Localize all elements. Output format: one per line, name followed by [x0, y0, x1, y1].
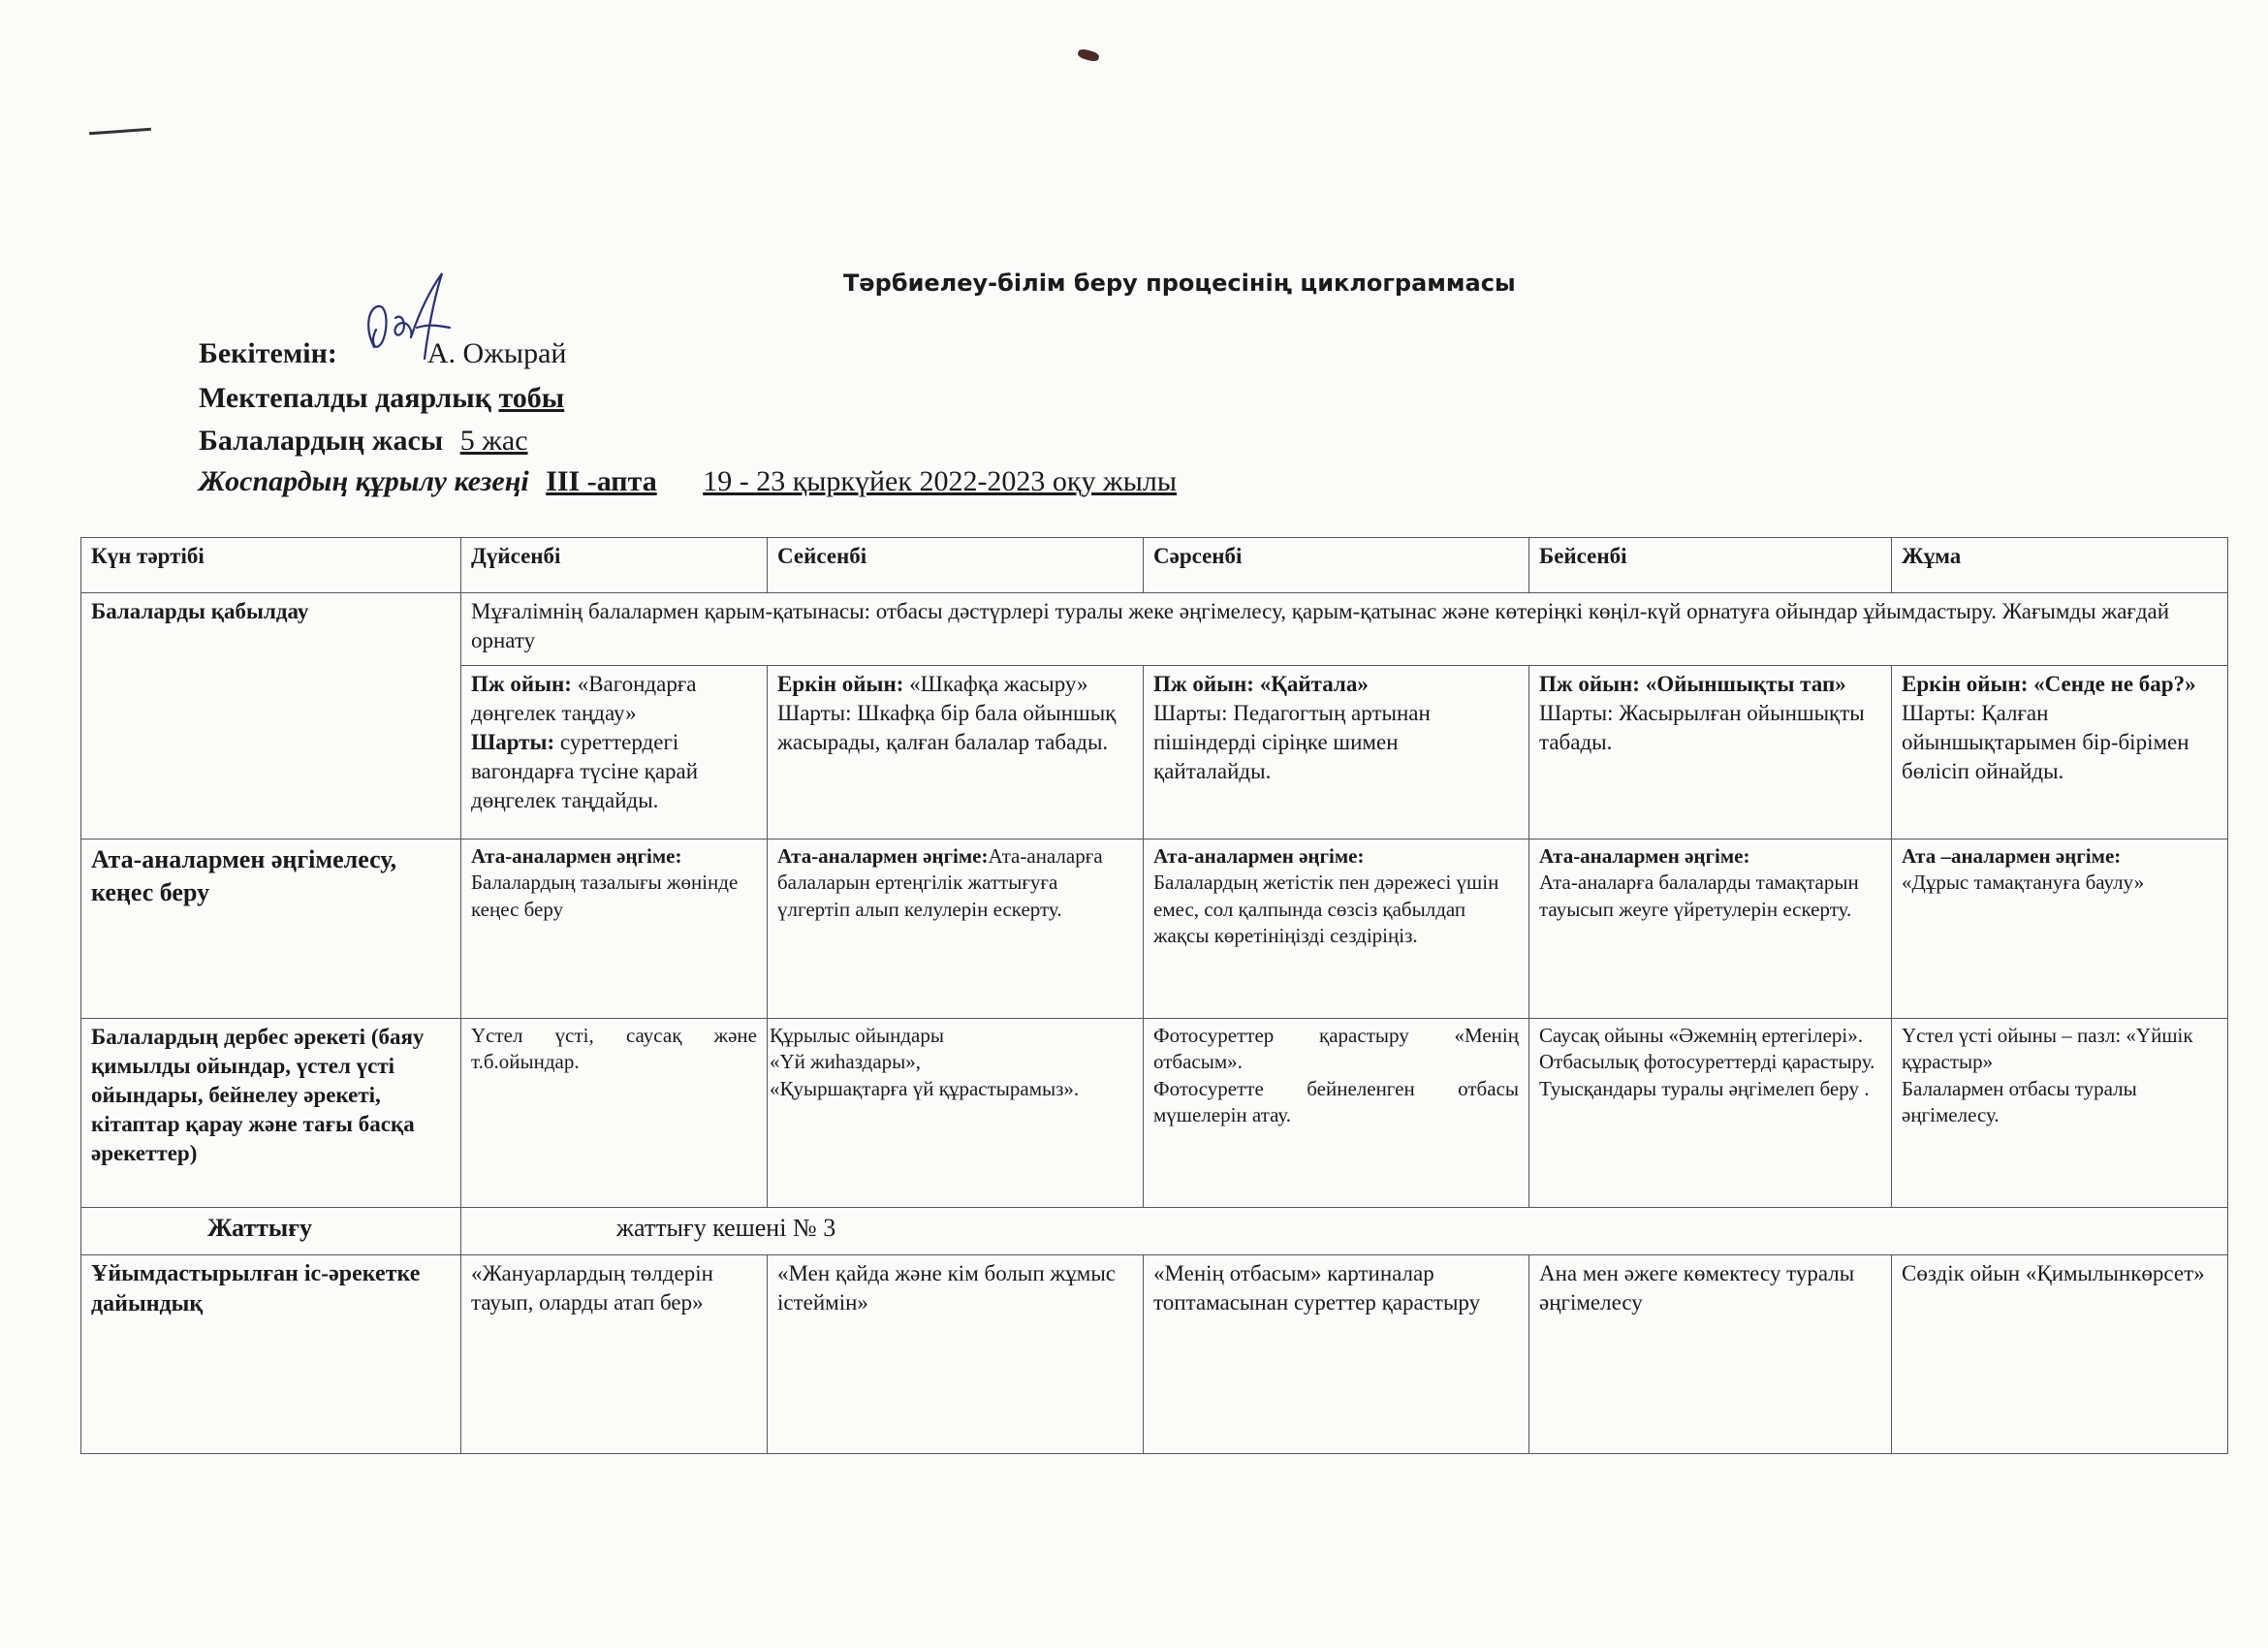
signature-icon: [357, 269, 463, 376]
game-cell: Еркін ойын: «Шкафқа жасыру» Шарты: Шкафқа бір бала ойыншық жасырады, қалған балалар табады.: [768, 666, 1144, 840]
period-dates: 19 - 23 қыркүйек 2022-2023 оқу жылы: [703, 465, 1178, 497]
col-header: Жұма: [1892, 538, 2228, 593]
reception-row: [81, 593, 2228, 666]
row-label: Ата-аналармен әңгімелесу, кеңес беру: [81, 840, 461, 1019]
approve-name: А. Ожырай: [426, 337, 567, 369]
parents-cell: Ата-аналармен әңгіме: Балалардың жетістік пен дәрежесі үшін емес, сол қалпында сөзсіз қабылдап жақсы көретініңізді сездіріңіз.: [1144, 840, 1529, 1019]
parents-cell: Ата-аналармен әңгіме: Ата-аналарға балаларды тамақтарын тауысып жеуге үйретулерін ескерту.: [1529, 840, 1892, 1019]
preparation-cell: «Жануарлардың төлдерін тауып, оларды атап бер»: [461, 1255, 768, 1454]
independent-cell: Фотосуреттер қарастыру «Менің отбасым». Фотосуретте бейнеленген отбасы мүшелерін атау.: [1144, 1019, 1529, 1208]
parents-row: [81, 840, 2228, 1019]
col-header: Сәрсенбі: [1144, 538, 1529, 593]
period-label: Жоспардың құрылу кезеңі: [199, 465, 529, 497]
parents-cell: Ата-аналармен әңгіме: Балалардың тазалығы жөнінде кеңес беру: [461, 840, 768, 1019]
exercise-text: жаттығу кешені № 3: [461, 1208, 2228, 1255]
age-label: Балалардың жасы: [199, 425, 444, 457]
parents-cell: Ата-аналармен әңгіме:Ата-аналарға балаларын ертеңгілік жаттығуға үлгертіп алып келулерін ескерту.: [768, 840, 1144, 1019]
independent-cell: Үстел үсті ойыны – пазл: «Үйшік құрастыр» Балалармен отбасы туралы әңгімелесу.: [1892, 1019, 2228, 1208]
preparation-cell: Ана мен әжеге көмектесу туралы әңгімелесу: [1529, 1255, 1892, 1454]
independent-row: [81, 1019, 2228, 1208]
col-header: Сейсенбі: [768, 538, 1144, 593]
ink-mark: [1077, 48, 1100, 62]
game-cell: Пж ойын: «Ойыншықты тап» Шарты: Жасырылған ойыншықты табады.: [1529, 666, 1892, 840]
cyclogram-table: [80, 537, 2228, 1454]
age-value: 5 жас: [459, 425, 528, 457]
col-header: Дүйсенбі: [461, 538, 768, 593]
exercise-row: [81, 1208, 2228, 1255]
col-header: Бейсенбі: [1529, 538, 1892, 593]
col-header: Күн тәртібі: [81, 538, 461, 593]
page-title: Тәрбиелеу-білім беру процесінің циклограммасы: [843, 269, 1516, 297]
period-line: [199, 465, 1177, 498]
pen-stroke: [89, 128, 151, 135]
preparation-cell: «Менің отбасым» картиналар топтамасынан суреттер қарастыру: [1144, 1255, 1529, 1454]
group-line: [199, 382, 564, 415]
preparation-cell: Сөздік ойын «Қимылынкөрсет»: [1892, 1255, 2228, 1454]
age-line: [199, 425, 528, 458]
approve-label: Бекітемін:: [199, 337, 337, 369]
row-label: Ұйымдастырылған іс-әрекетке дайындық: [81, 1255, 461, 1454]
group-label: Мектепалды даярлық: [199, 382, 491, 414]
preparation-cell: «Мен қайда және кім болып жұмыс істеймін»: [768, 1255, 1144, 1454]
period-week: ІІІ -апта: [546, 465, 657, 497]
row-label: Балалардың дербес әрекеті (баяу қимылды ойындар, үстел үсті ойындары, бейнелеу әрекеті, кітаптар қарау және тағы басқа әрекеттер): [81, 1019, 461, 1208]
row-label: Жаттығу: [81, 1208, 461, 1255]
game-cell: Еркін ойын: «Сенде не бар?» Шарты: Қалған ойыншықтарымен бір-бірімен бөлісіп ойнайды.: [1892, 666, 2228, 840]
group-value: тобы: [498, 382, 565, 414]
independent-cell: Үстел үсті, саусақ және т.б.ойындар.: [461, 1019, 768, 1208]
game-cell: Пж ойын: «Қайтала» Шарты: Педагогтың артынан пішіндерді сіріңке шимен қайталайды.: [1144, 666, 1529, 840]
game-cell: Пж ойын: «Вагондарға дөңгелек таңдау» Шарты: суреттердегі вагондарға түсіне қарай дөңгелек таңдайды.: [461, 666, 768, 840]
independent-cell: Құрылыс ойындары «Үй жиһаздары», «Қуыршақтарға үй құрастырамыз».: [768, 1019, 1144, 1208]
preparation-row: [81, 1255, 2228, 1454]
independent-cell: Саусақ ойыны «Әжемнің ертегілері». Отбасылық фотосуреттерді қарастыру. Туысқандары туралы әңгімелеп беру .: [1529, 1019, 1892, 1208]
parents-cell: Ата –аналармен әңгіме: «Дұрыс тамақтануға баулу»: [1892, 840, 2228, 1019]
header-row: [81, 538, 2228, 593]
reception-text: Мұғалімнің балалармен қарым-қатынасы: отбасы дәстүрлері туралы жеке әңгімелесу, қарым-қатынас және көтеріңкі көңіл-күй орнатуға ойындар ұйымдастыру. Жағымды жағдай орнату: [461, 593, 2228, 666]
row-label: Балаларды қабылдау: [81, 593, 461, 840]
